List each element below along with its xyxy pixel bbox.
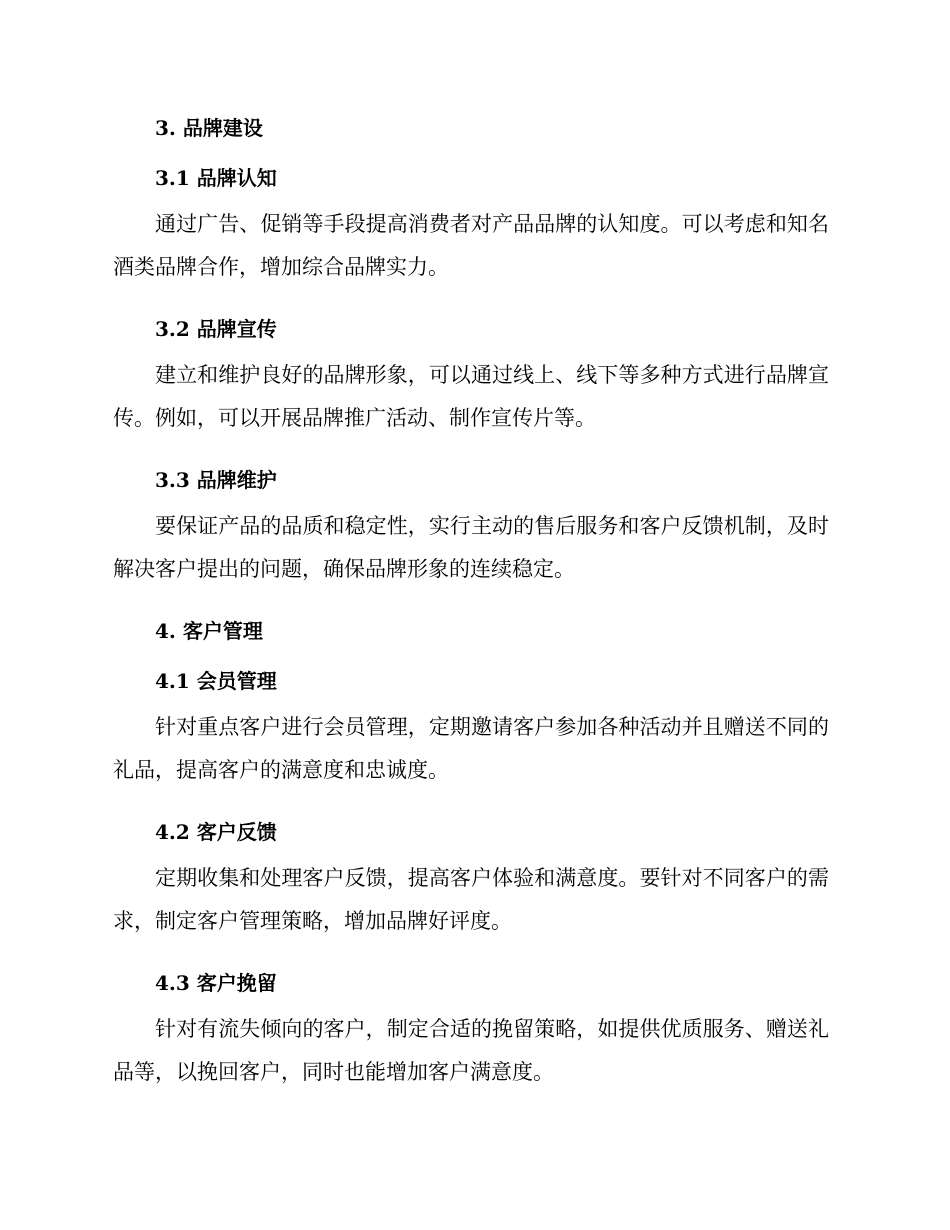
section-4-2-heading: 4.2 客户反馈 xyxy=(155,820,277,844)
section-4-1-paragraph: 针对重点客户进行会员管理，定期邀请客户参加各种活动并且赠送不同的礼品，提高客户的满意度和忠诚度。 xyxy=(113,715,829,782)
section-3-3-heading: 3.3 品牌维护 xyxy=(155,468,277,492)
section-4-2-paragraph: 定期收集和处理客户反馈，提高客户体验和满意度。要针对不同客户的需求，制定客户管理策略，增加品牌好评度。 xyxy=(113,866,829,933)
section-4-1-heading: 4.1 会员管理 xyxy=(155,669,277,693)
section-4-3-paragraph: 针对有流失倾向的客户，制定合适的挽留策略，如提供优质服务、赠送礼品等，以挽回客户，同时也能增加客户满意度。 xyxy=(113,1017,829,1084)
section-3-2-paragraph: 建立和维护良好的品牌形象，可以通过线上、线下等多种方式进行品牌宣传。例如，可以开展品牌推广活动、制作宣传片等。 xyxy=(113,363,829,430)
document-body xyxy=(113,103,829,1094)
section-3-3-paragraph: 要保证产品的品质和稳定性，实行主动的售后服务和客户反馈机制，及时解决客户提出的问题，确保品牌形象的连续稳定。 xyxy=(113,514,829,581)
section-3-1-paragraph: 通过广告、促销等手段提高消费者对产品品牌的认知度。可以考虑和知名酒类品牌合作，增加综合品牌实力。 xyxy=(113,212,829,279)
section-3-1-heading: 3.1 品牌认知 xyxy=(155,166,277,190)
section-3-2-heading: 3.2 品牌宣传 xyxy=(155,317,277,341)
section-4-heading: 4. 客户管理 xyxy=(155,619,263,643)
section-3-heading: 3. 品牌建设 xyxy=(155,116,263,140)
section-4-3-heading: 4.3 客户挽留 xyxy=(155,971,277,995)
